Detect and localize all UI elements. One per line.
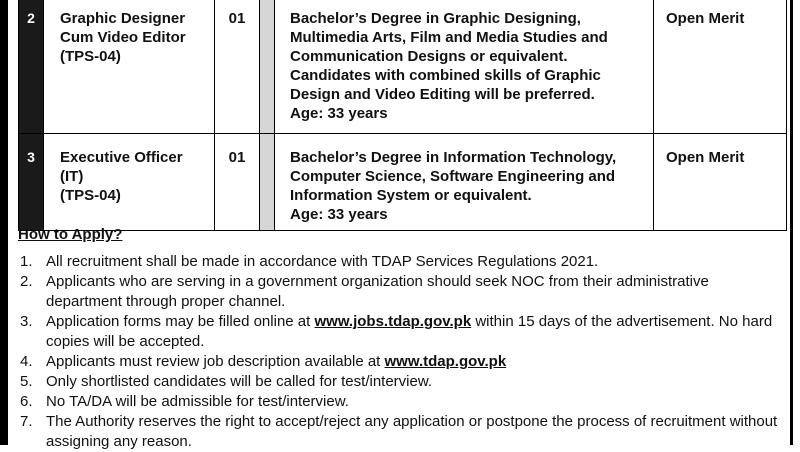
instructions-list [18,252,783,452]
list-item [18,352,783,372]
qualification-cell [275,134,654,231]
post-title-cell [44,0,215,134]
how-to-apply-heading: How to Apply? [18,226,123,243]
qualification-cell [275,0,654,134]
item-number: 1. [20,253,33,270]
serial-cell [19,134,44,231]
qualification-line: Information System or equivalent. [290,187,532,204]
item-number: 4. [20,353,33,370]
age-limit: Age: 33 years [290,105,388,122]
post-count: 01 [228,149,246,166]
list-item [18,372,783,392]
post-title-line: (IT) [60,168,84,185]
grey-spacer-column [260,134,275,231]
right-border [790,0,800,445]
post-count: 01 [228,10,246,27]
serial-number: 2 [27,10,35,26]
post-title-line: Cum Video Editor [60,29,186,46]
positions-table [18,0,787,231]
qualification-line: Computer Science, Software Engineering and [290,168,616,185]
item-text: Only shortlisted candidates will be called for test/interview. [46,373,433,390]
qualification-line: Bachelor’s Degree in Graphic Designing, [290,10,581,27]
list-item [18,412,783,452]
item-text: Applicants who are serving in a government organization should seek NOC from their administrative department through proper channel. [46,273,709,310]
grey-spacer-column [260,0,275,134]
serial-cell [19,0,44,134]
item-text: Applicants must review job description available at [46,353,385,370]
list-item [18,252,783,272]
list-item [18,392,783,412]
table-row [19,134,787,231]
qualification-line: Communication Designs or equivalent. [290,48,568,65]
quota-cell [654,134,787,231]
item-number: 2. [20,273,33,290]
quota: Open Merit [666,10,745,27]
post-count-cell [215,134,260,231]
quota-cell [654,0,787,134]
how-to-apply-section [18,225,783,452]
post-count-cell [215,0,260,134]
item-number: 7. [20,413,33,430]
qualification-line: Multimedia Arts, Film and Media Studies and [290,29,608,46]
job-description-link[interactable]: www.tdap.gov.pk [384,353,507,370]
apply-online-link[interactable]: www.jobs.tdap.gov.pk [314,313,472,330]
post-title-cell [44,134,215,231]
item-text: All recruitment shall be made in accordance with TDAP Services Regulations 2021. [46,253,599,270]
serial-number: 3 [27,149,35,165]
post-title-line: (TPS-04) [60,187,121,204]
left-black-border [0,0,8,445]
item-number: 6. [20,393,33,410]
item-text: No TA/DA will be admissible for test/interview. [46,393,349,410]
qualification-line: Bachelor’s Degree in Information Technology, [290,149,617,166]
list-item [18,312,783,352]
item-text: within 15 days of the advertisement. No hard copies will be accepted. [46,313,773,350]
item-number: 5. [20,373,33,390]
post-title-line: Graphic Designer [60,10,186,27]
item-number: 3. [20,313,33,330]
qualification-line: Design and Video Editing will be preferred. [290,86,595,103]
age-limit: Age: 33 years [290,206,388,223]
item-text: The Authority reserves the right to accept/reject any application or postpone the process of recruitment without assigning any reason. [46,413,778,450]
qualification-line: Candidates with combined skills of Graphic [290,67,601,84]
item-text: Application forms may be filled online at [46,313,315,330]
list-item [18,272,783,312]
post-title-line: (TPS-04) [60,48,121,65]
table-row [19,0,787,134]
post-title-line: Executive Officer [60,149,183,166]
quota: Open Merit [666,149,745,166]
